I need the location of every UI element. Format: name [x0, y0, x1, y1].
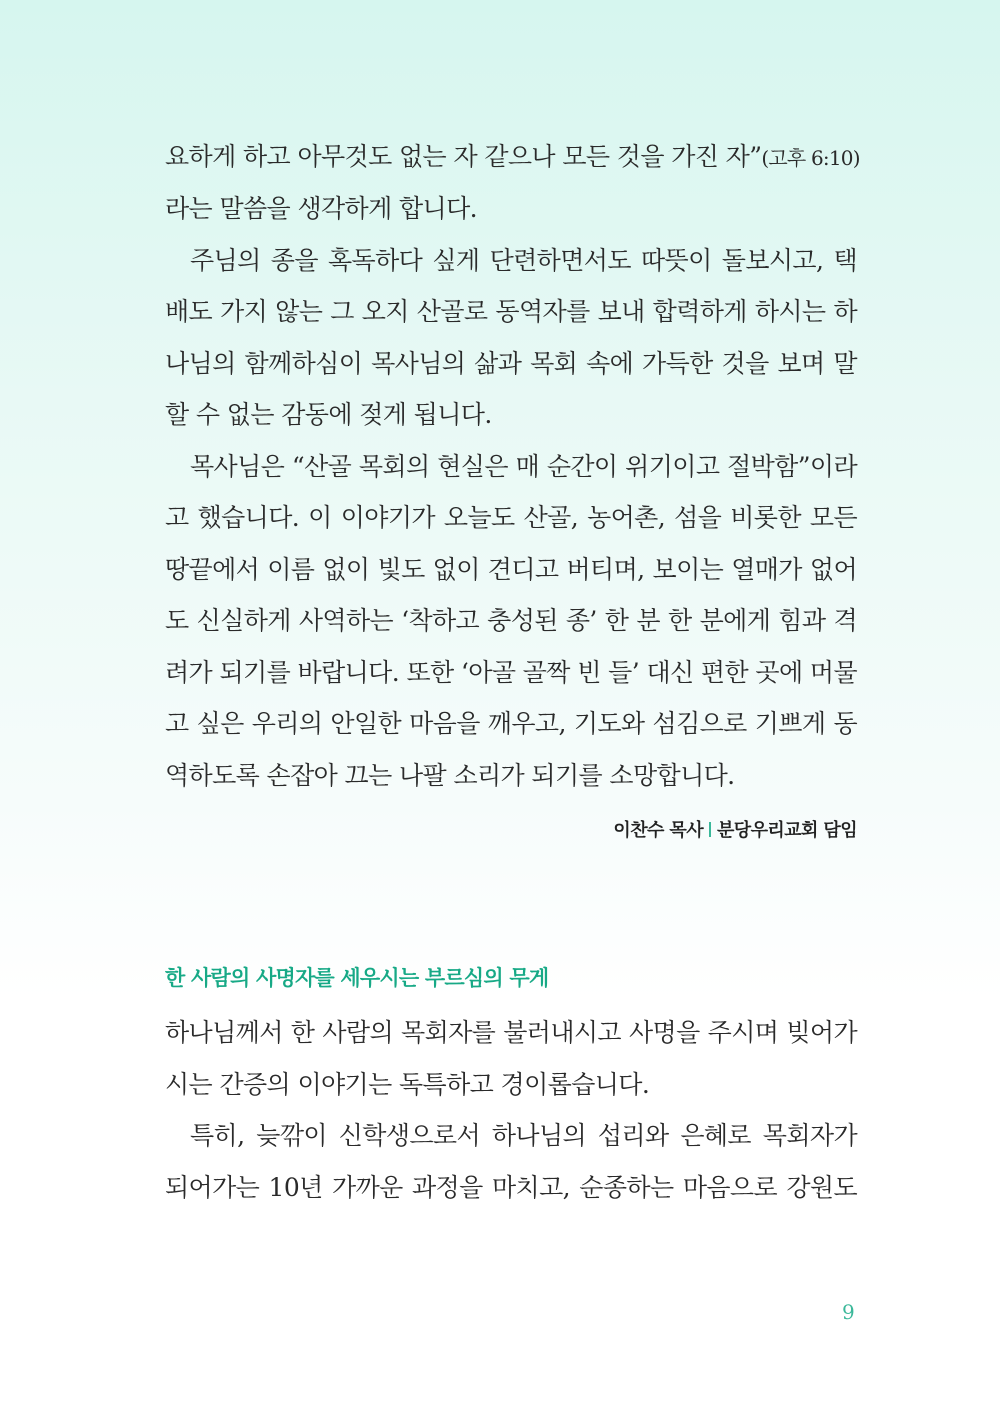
paragraph2-line4: 할 수 없는 감동에 젖게 됩니다.: [165, 400, 492, 429]
section2-paragraph2-line2: 되어가는 10년 가까운 과정을 마치고, 순종하는 마음으로 강원도: [165, 1173, 857, 1202]
paragraph3-line4: 도 신실하게 사역하는 ‘착하고 충성된 종’ 한 분 한 분에게 힘과 격: [165, 606, 857, 635]
paragraph3-line1: 목사님은 “산골 목회의 현실은 매 순간이 위기이고 절박함”이라: [190, 452, 857, 481]
section2-paragraph2-line1: 특히, 늦깎이 신학생으로서 하나님의 섭리와 은혜로 목회자가: [190, 1121, 857, 1150]
paragraph1-line1-text: 요하게 하고 아무것도 없는 자 같으나 모든 것을 가진 자”: [165, 142, 762, 171]
paragraph1-line1: [165, 137, 860, 177]
paragraph2-line3: 나님의 함께하심이 목사님의 삶과 목회 속에 가득한 것을 보며 말: [165, 349, 857, 378]
document-page: [165, 0, 860, 1428]
page-number: 9: [842, 1300, 855, 1324]
paragraph3-line5: 려가 되기를 바랍니다. 또한 ‘아골 골짝 빈 들’ 대신 편한 곳에 머물: [165, 658, 857, 687]
paragraph1-line2: 라는 말씀을 생각하게 합니다.: [165, 194, 477, 223]
section-heading: 한 사람의 사명자를 세우시는 부르심의 무게: [165, 966, 549, 990]
paragraph3-line2: 고 했습니다. 이 이야기가 오늘도 산골, 농어촌, 섬을 비롯한 모든: [165, 503, 857, 532]
paragraph2-line1: 주님의 종을 혹독하다 싶게 단련하면서도 따뜻이 돌보시고, 택: [190, 246, 857, 275]
paragraph3-line7: 역하도록 손잡아 끄는 나팔 소리가 되기를 소망합니다.: [165, 761, 735, 790]
paragraph3-line3: 땅끝에서 이름 없이 빛도 없이 견디고 버티며, 보이는 열매가 없어: [165, 555, 857, 584]
section2-paragraph1-line2: 시는 간증의 이야기는 독특하고 경이롭습니다.: [165, 1070, 650, 1099]
paragraph3-line6: 고 싶은 우리의 안일한 마음을 깨우고, 기도와 섬김으로 기쁘게 동: [165, 709, 857, 738]
signature-separator: [709, 822, 711, 837]
author-signature: [613, 816, 857, 842]
paragraph2-line2: 배도 가지 않는 그 오지 산골로 동역자를 보내 합력하게 하시는 하: [165, 297, 857, 326]
scripture-reference: (고후 6:10): [761, 146, 860, 170]
section2-paragraph1-line1: 하나님께서 한 사람의 목회자를 불러내시고 사명을 주시며 빚어가: [165, 1018, 857, 1047]
author-role: 분당우리교회 담임: [717, 820, 857, 841]
author-name: 이찬수 목사: [613, 820, 704, 841]
